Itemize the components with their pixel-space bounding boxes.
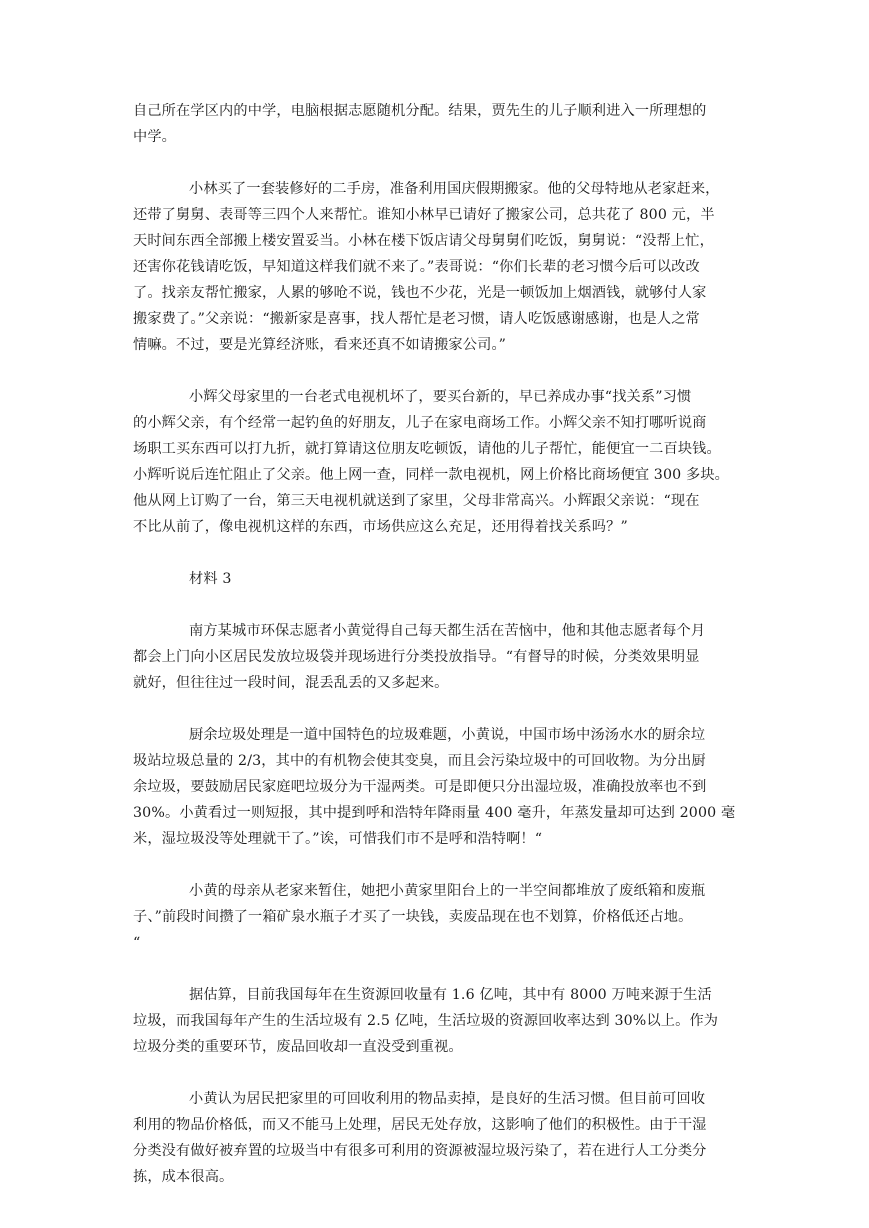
text-line: 小辉听说后连忙阻止了父亲。他上网一查，同样一款电视机，网上价格比商场便宜 300 多块。	[133, 467, 730, 483]
text-line: 垃圾分类的重要环节，废品回收却一直没受到重视。	[133, 1039, 463, 1055]
paragraph-2	[133, 176, 739, 358]
text-line: 中学。	[133, 129, 177, 145]
paragraph-7	[133, 878, 739, 956]
paragraph-9	[133, 1086, 739, 1190]
text-line: 情嘛。不过，要是光算经济账，看来还真不如请搬家公司。”	[133, 337, 507, 353]
text-line: 南方某城市环保志愿者小黄觉得自己每天都生活在苦恼中，他和其他志愿者每个月	[189, 623, 706, 639]
paragraph-3	[133, 384, 739, 540]
paragraph-1	[133, 98, 739, 150]
paragraph-6	[133, 722, 739, 852]
text-line: 余垃圾，要鼓励居民家庭吧垃圾分为干湿两类。可是即便只分出湿垃圾，准确投放率也不到	[133, 779, 707, 795]
text-line: 子、”前段时间攒了一箱矿泉水瓶子才买了一块钱，卖废品现在也不划算，价格低还占地。	[133, 909, 693, 925]
text-line: 天时间东西全部搬上楼安置妥当。小林在楼下饭店请父母舅舅们吃饭，舅舅说：“没帮上忙，	[133, 233, 714, 249]
text-line: 垃圾，而我国每年产生的生活垃圾有 2.5 亿吨，生活垃圾的资源回收率达到 30%以上。作为	[133, 1013, 719, 1029]
text-line: 圾站垃圾总量的 2/3，其中的有机物会使其变臭，而且会污染垃圾中的可回收物。为分出厨	[133, 753, 706, 769]
text-line: 米，湿垃圾没等处理就干了。”诶，可惜我们市不是呼和浩特啊！“	[133, 831, 543, 847]
text-line: 厨余垃圾处理是一道中国特色的垃圾难题，小黄说，中国市场中汤汤水水的厨余垃	[189, 727, 706, 743]
text-line: 自己所在学区内的中学，电脑根据志愿随机分配。结果，贾先生的儿子顺利进入一所理想的	[133, 103, 707, 119]
material-heading	[133, 566, 739, 592]
text-line: 不比从前了，像电视机这样的东西，市场供应这么充足，还用得着找关系吗？”	[133, 519, 628, 535]
paragraph-5	[133, 618, 739, 696]
text-line: 小黄认为居民把家里的可回收利用的物品卖掉，是良好的生活习惯。但目前可回收	[189, 1091, 706, 1107]
text-line: 搬家费了。”父亲说：“搬新家是喜事，找人帮忙是老习惯，请人吃饭感谢感谢，也是人之常	[133, 311, 700, 327]
text-line: 拣，成本很高。	[133, 1169, 234, 1185]
text-line: 还带了舅舅、表哥等三四个人来帮忙。谁知小林早已请好了搬家公司，总共花了 800 元，半	[133, 207, 715, 223]
text-line: 小林买了一套装修好的二手房，准备利用国庆假期搬家。他的父母特地从老家赶来，	[189, 181, 720, 197]
text-line: 他从网上订购了一台，第三天电视机就送到了家里，父母非常高兴。小辉跟父亲说：“现在	[133, 493, 700, 509]
text-line: 利用的物品价格低，而又不能马上处理，居民无处存放，这影响了他们的积极性。由于干湿	[133, 1117, 707, 1133]
text-line: 场职工买东西可以打九折，就打算请这位朋友吃顿饭，请他的儿子帮忙，能便宜一二百块钱。	[133, 441, 721, 457]
paragraph-8	[133, 982, 739, 1060]
text-line: 材料 3	[189, 571, 232, 587]
text-line: 都会上门向小区居民发放垃圾袋并现场进行分类投放指导。“有督导的时候，分类效果明显	[133, 649, 700, 665]
document-page	[133, 98, 739, 1190]
text-line: 的小辉父亲，有个经常一起钓鱼的好朋友，儿子在家电商场工作。小辉父亲不知打哪听说商	[133, 415, 707, 431]
text-line: 还害你花钱请吃饭，早知道这样我们就不来了。”表哥说：“你们长辈的老习惯今后可以改改	[133, 259, 700, 275]
text-line: 小黄的母亲从老家来暂住，她把小黄家里阳台上的一半空间都堆放了废纸箱和废瓶	[189, 883, 706, 899]
text-line: 小辉父母家里的一台老式电视机坏了，要买台新的，早已养成办事“找关系”习惯	[189, 389, 692, 405]
text-line: “	[133, 935, 141, 951]
text-line: 据估算，目前我国每年在生资源回收量有 1.6 亿吨，其中有 8000 万吨来源于生活	[189, 987, 712, 1003]
text-line: 分类没有做好被弃置的垃圾当中有很多可利用的资源被湿垃圾污染了，若在进行人工分类分	[133, 1143, 707, 1159]
text-line: 了。找亲友帮忙搬家，人累的够呛不说，钱也不少花，光是一顿饭加上烟酒钱，就够付人家	[133, 285, 707, 301]
text-line: 30%。小黄看过一则短报，其中提到呼和浩特年降雨量 400 毫升，年蒸发量却可达到 2000 毫	[133, 805, 736, 821]
text-line: 就好，但往往过一段时间，混丢乱丢的又多起来。	[133, 675, 449, 691]
